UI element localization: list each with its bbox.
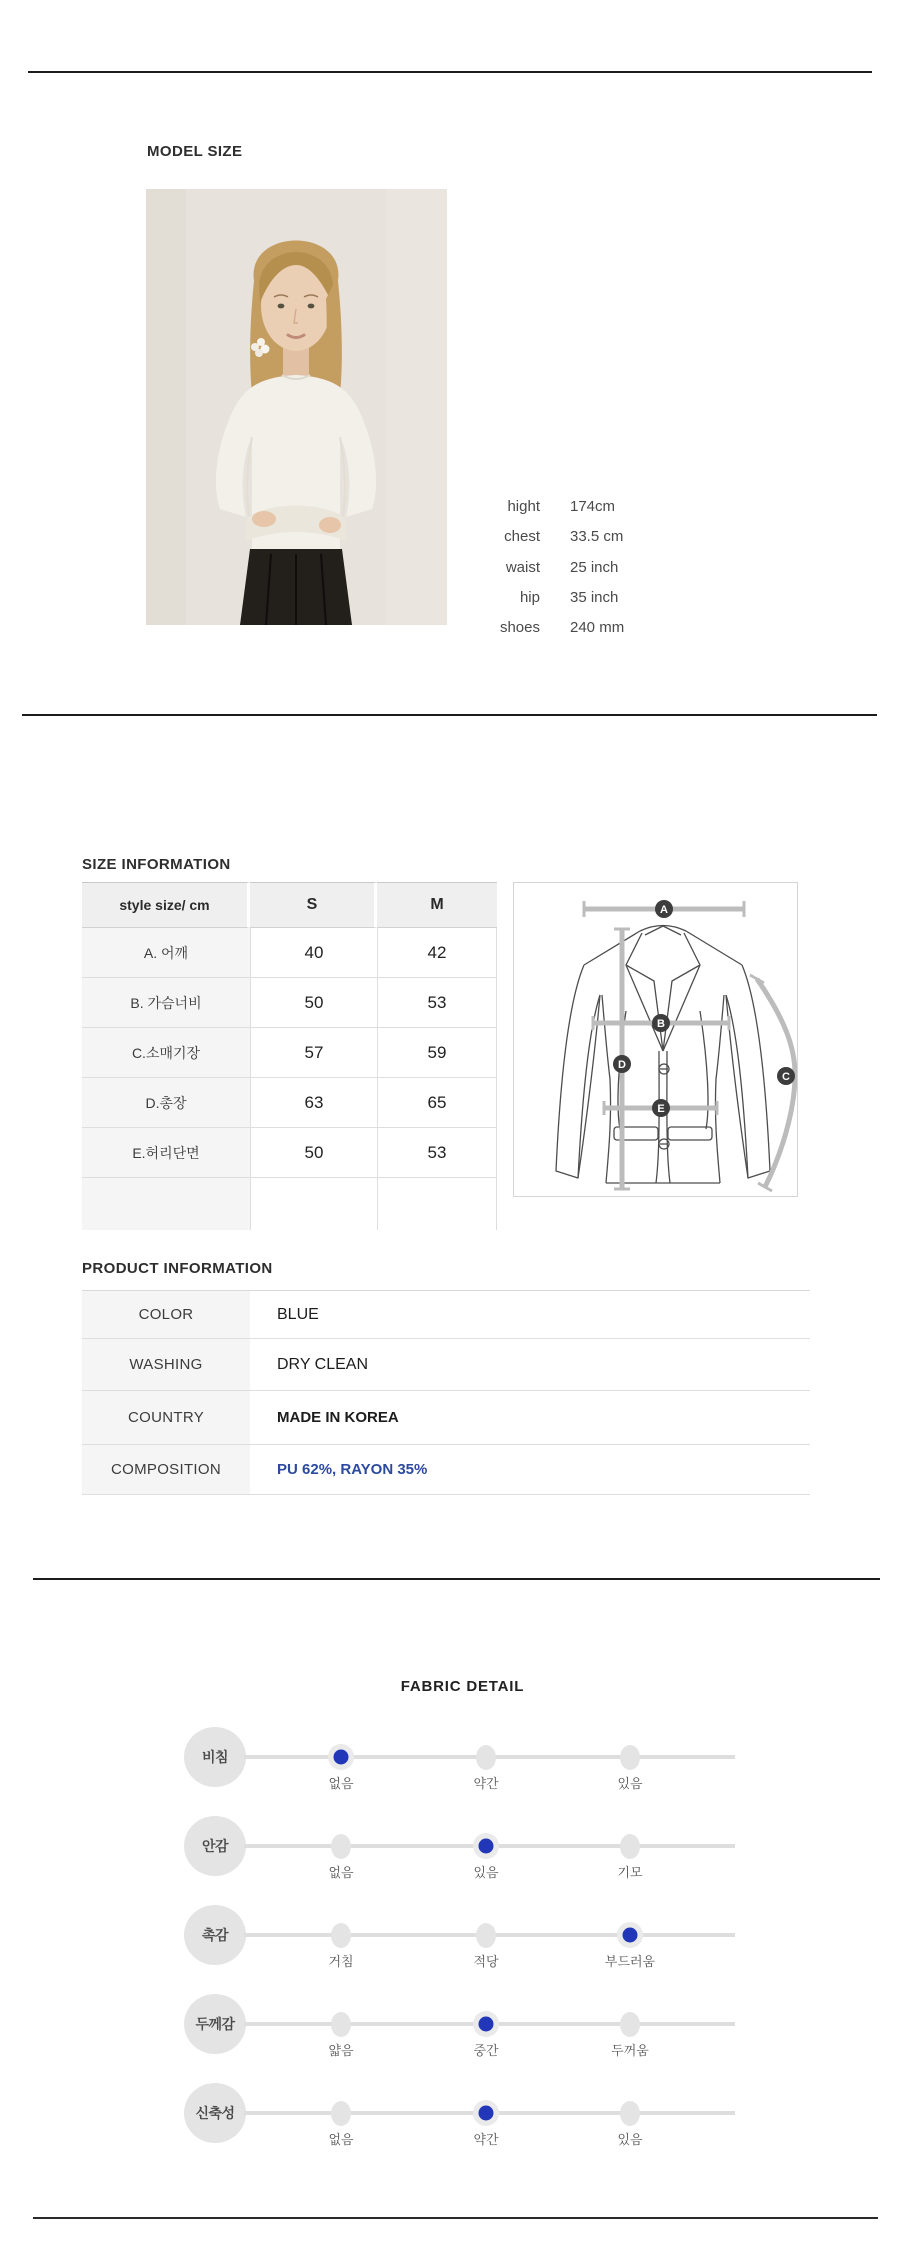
fabric-dot	[476, 1923, 496, 1948]
fabric-dot	[473, 1833, 499, 1859]
fabric-label-badge	[184, 1816, 246, 1876]
fabric-label: 신축성	[195, 2105, 235, 2121]
fabric-label-badge	[184, 1727, 246, 1787]
fabric-row-texture	[0, 1903, 899, 1981]
product-row-label: COMPOSITION	[82, 1445, 250, 1494]
fabric-dot	[331, 2101, 351, 2126]
size-value-s: 50	[250, 1128, 377, 1178]
measurement-value: 33.5 cm	[570, 528, 624, 545]
svg-text:C: C	[782, 1071, 790, 1083]
fabric-dot	[473, 2011, 499, 2037]
product-row	[82, 1391, 810, 1445]
fabric-label: 두께감	[195, 2016, 235, 2032]
size-table-header: M	[377, 882, 497, 928]
size-value-m	[377, 1178, 497, 1230]
size-value-s: 63	[250, 1078, 377, 1128]
fabric-option-label: 기모	[617, 1865, 643, 1880]
fabric-option-label: 두꺼움	[611, 2043, 649, 2058]
size-value-s	[250, 1178, 377, 1230]
size-table-header: style size/ cm	[82, 882, 250, 928]
svg-text:D: D	[618, 1059, 626, 1071]
model-size-heading: MODEL SIZE	[147, 143, 243, 160]
fabric-dot	[620, 1745, 640, 1770]
fabric-dot	[473, 2100, 499, 2126]
fabric-option-label: 있음	[617, 1776, 643, 1791]
top-rule	[28, 71, 872, 73]
fabric-option-label: 있음	[617, 2132, 643, 2147]
fabric-option-label: 없음	[328, 2132, 354, 2147]
size-value-m: 53	[377, 978, 497, 1028]
fabric-option-label: 부드러움	[604, 1954, 656, 1969]
fabric-dot	[331, 1923, 351, 1948]
size-row-label: E.허리단면	[82, 1128, 250, 1178]
size-row-label: C.소매기장	[82, 1028, 250, 1078]
section-divider	[22, 714, 877, 716]
measurement-value: 174cm	[570, 498, 616, 515]
fabric-label: 비침	[201, 1749, 229, 1765]
size-row-label	[82, 1178, 250, 1230]
fabric-option-label: 없음	[328, 1865, 354, 1880]
jacket-measurement-diagram	[513, 882, 798, 1197]
fabric-row-lining	[0, 1814, 899, 1892]
size-value-s: 40	[250, 928, 377, 978]
fabric-dot	[620, 2012, 640, 2037]
size-value-m: 53	[377, 1128, 497, 1178]
size-information-heading: SIZE INFORMATION	[82, 856, 231, 873]
measurement-label: waist	[505, 559, 540, 576]
fabric-label-badge	[184, 1994, 246, 2054]
jacket-outline	[556, 926, 770, 1184]
fabric-option-label: 약간	[473, 2132, 499, 2147]
size-table-header: S	[250, 882, 377, 928]
fabric-option-label: 없음	[328, 1776, 354, 1791]
fabric-dot	[620, 2101, 640, 2126]
measurement-label: shoes	[499, 619, 540, 636]
fabric-label: 촉감	[201, 1927, 229, 1943]
product-information-heading: PRODUCT INFORMATION	[82, 1260, 273, 1277]
measurement-value: 25 inch	[570, 559, 619, 576]
fabric-dot	[331, 1834, 351, 1859]
measurement-label: hight	[507, 498, 540, 515]
fabric-option-label: 중간	[473, 2043, 499, 2058]
fabric-option-label: 적당	[473, 1954, 499, 1969]
product-row-value: BLUE	[277, 1305, 319, 1323]
measurement-value: 35 inch	[570, 589, 619, 606]
measurement-value: 240 mm	[570, 619, 625, 636]
product-row-label: WASHING	[82, 1339, 250, 1390]
product-row-label: COLOR	[82, 1291, 250, 1338]
fabric-option-label: 얇음	[328, 2043, 354, 2058]
fabric-label: 안감	[201, 1838, 229, 1854]
size-value-s: 57	[250, 1028, 377, 1078]
product-row-value: DRY CLEAN	[277, 1355, 368, 1373]
product-row	[82, 1291, 810, 1339]
fabric-dot	[617, 1922, 643, 1948]
product-row	[82, 1339, 810, 1391]
model-photo	[146, 189, 447, 625]
size-value-m: 42	[377, 928, 497, 978]
fabric-row-thickness	[0, 1992, 899, 2070]
size-row-label: B. 가슴너비	[82, 978, 250, 1028]
measurement-label: hip	[519, 589, 540, 606]
size-value-m: 59	[377, 1028, 497, 1078]
product-row-label: COUNTRY	[82, 1391, 250, 1444]
fabric-option-label: 있음	[473, 1865, 499, 1880]
size-value-m: 65	[377, 1078, 497, 1128]
measurement-label: chest	[504, 528, 540, 545]
fabric-dot	[331, 2012, 351, 2037]
product-composition-value: PU 62%, RAYON 35%	[277, 1461, 428, 1478]
fabric-option-label: 거침	[328, 1954, 354, 1969]
product-row-value: MADE IN KOREA	[277, 1409, 399, 1426]
fabric-detail-heading: FABRIC DETAIL	[400, 1678, 525, 1695]
fabric-dot	[476, 1745, 496, 1770]
product-table	[82, 1290, 810, 1495]
fabric-dot	[620, 1834, 640, 1859]
section-divider	[33, 1578, 880, 1580]
product-row	[82, 1445, 810, 1495]
fabric-label-badge	[184, 2083, 246, 2143]
svg-text:E: E	[657, 1103, 665, 1115]
bottom-rule	[33, 2217, 878, 2219]
fabric-row-stretch	[0, 2081, 899, 2159]
svg-text:A: A	[660, 904, 668, 916]
fabric-dot	[328, 1744, 354, 1770]
size-value-s: 50	[250, 978, 377, 1028]
size-row-label: A. 어깨	[82, 928, 250, 978]
fabric-row-sheerness	[0, 1725, 899, 1803]
size-row-label: D.총장	[82, 1078, 250, 1128]
measure-labels	[613, 900, 795, 1117]
svg-text:B: B	[657, 1018, 665, 1030]
fabric-option-label: 약간	[473, 1776, 499, 1791]
size-table	[82, 882, 497, 1230]
fabric-label-badge	[184, 1905, 246, 1965]
